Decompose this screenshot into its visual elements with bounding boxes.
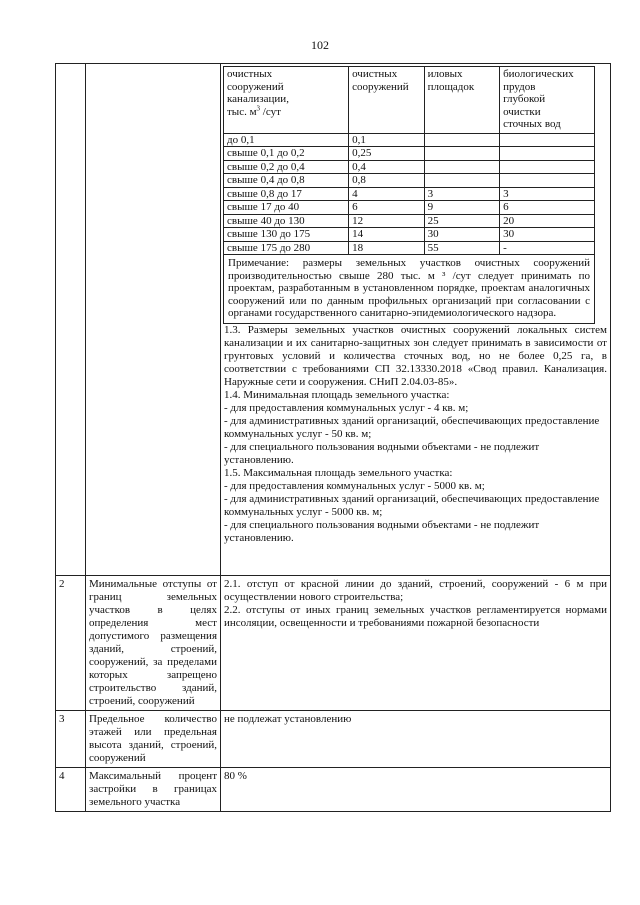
inner-table-cell: [424, 147, 499, 161]
inner-table-cell: 6: [500, 201, 595, 215]
inner-table-row: [224, 228, 595, 242]
inner-table-row: [224, 241, 595, 255]
inner-table-cell: 18: [349, 241, 424, 255]
row-content-cell: [221, 64, 611, 576]
inner-header-cell: очистных сооружений канализации, тыс. $м^3$ /сут: [224, 67, 349, 134]
inner-table-cell: -: [500, 241, 595, 255]
row-content-cell: [221, 576, 611, 711]
inner-note-row: [224, 255, 595, 324]
paragraph-line: - для административных зданий организаций, обеспечивающих предоставление коммунальных услуг - 5000 кв. м;: [224, 492, 600, 518]
paragraph-1-4-title: 1.4. Минимальная площадь земельного участка:: [224, 388, 450, 401]
inner-table-cell: свыше 130 до 175: [224, 228, 349, 242]
inner-table-cell: [424, 174, 499, 188]
inner-table-row: [224, 201, 595, 215]
inner-table-cell: [424, 133, 499, 147]
inner-table-cell: свыше 40 до 130: [224, 214, 349, 228]
inner-table-row: [224, 160, 595, 174]
paragraph-1-5-title: 1.5. Максимальная площадь земельного участка:: [224, 466, 453, 479]
paragraph-2-2: 2.2. отступы от иных границ земельных участков регламентируется нормами инсоляции, освещенности и требованиями пожарной безопасности: [224, 604, 607, 629]
inner-table-cell: 6: [349, 201, 424, 215]
inner-table-row: [224, 174, 595, 188]
inner-table-cell: 20: [500, 214, 595, 228]
row-name: Предельное количество этажей или предельная высота зданий, строений, сооружений: [86, 711, 221, 768]
paragraph-line: - для предоставления коммунальных услуг - 4 кв. м;: [224, 401, 469, 414]
inner-table-cell: 0,8: [349, 174, 424, 188]
paragraph-line: - для предоставления коммунальных услуг - 5000 кв. м;: [224, 479, 485, 492]
paragraph-line: - для административных зданий организаций, обеспечивающих предоставление коммунальных услуг - 50 кв. м;: [224, 414, 600, 440]
table-row: [56, 576, 611, 711]
inner-table-cell: [500, 160, 595, 174]
inner-table-cell: свыше 0,8 до 17: [224, 187, 349, 201]
inner-table-cell: 12: [349, 214, 424, 228]
inner-table-row: [224, 133, 595, 147]
inner-header-row: [224, 67, 595, 134]
regulations-table: [55, 63, 611, 812]
table-row: [56, 64, 611, 576]
inner-header-cell: иловых площадок: [424, 67, 499, 134]
inner-table-cell: 0,4: [349, 160, 424, 174]
inner-table-cell: свыше 0,1 до 0,2: [224, 147, 349, 161]
inner-table-cell: 3: [500, 187, 595, 201]
inner-table-cell: 55: [424, 241, 499, 255]
inner-table-cell: 4: [349, 187, 424, 201]
inner-table-cell: 30: [500, 228, 595, 242]
row-number: 3: [56, 711, 86, 768]
inner-table-cell: 30: [424, 228, 499, 242]
inner-table-cell: свыше 175 до 280: [224, 241, 349, 255]
inner-table-cell: 25: [424, 214, 499, 228]
inner-table-row: [224, 187, 595, 201]
inner-table-cell: 0,25: [349, 147, 424, 161]
inner-table-cell: 9: [424, 201, 499, 215]
sanitary-zone-table: [223, 66, 595, 324]
row-value: не подлежат установлению: [221, 711, 611, 768]
inner-header-cell: биологических прудов глубокой очистки сточных вод: [500, 67, 595, 134]
row-value: 80 %: [221, 768, 611, 812]
paragraph-line: - для специального пользования водными объектами - не подлежит установлению.: [224, 440, 540, 466]
inner-table-row: [224, 147, 595, 161]
row-number: 2: [56, 576, 86, 711]
inner-table-cell: свыше 0,2 до 0,4: [224, 160, 349, 174]
row-name: Максимальный процент застройки в границах земельного участка: [86, 768, 221, 812]
inner-header-cell: очистных сооружений: [349, 67, 424, 134]
inner-table-cell: 0,1: [349, 133, 424, 147]
row-name: Минимальные отступы от границ земельных участков в целях определения мест допустимого размещения зданий, строений, сооружений, за пределами которых запрещено строительство зданий, строений, сооружений: [86, 576, 221, 711]
row-number-cell: [56, 64, 86, 576]
table-row: [56, 711, 611, 768]
inner-table-cell: [500, 133, 595, 147]
inner-note: Примечание: размеры земельных участков очистных сооружений производительностью свыше 280 тыс. м ³ /сут следует принимать по проектам, разработанным в установленном порядке, проектам аналогичных сооружений или по данным профильных организаций при согласовании с органами государственного санитарно-эпидемиологического надзора.: [224, 255, 595, 324]
page-number: 102: [311, 38, 329, 52]
inner-table-cell: свыше 17 до 40: [224, 201, 349, 215]
inner-table-cell: до 0,1: [224, 133, 349, 147]
inner-table-cell: [500, 174, 595, 188]
paragraph-2-1: 2.1. отступ от красной линии до зданий, строений, сооружений - 6 м при осуществлении нового строительства;: [224, 578, 607, 603]
inner-table-cell: [424, 160, 499, 174]
inner-table-cell: свыше 0,4 до 0,8: [224, 174, 349, 188]
table-row: [56, 768, 611, 812]
inner-table-cell: 3: [424, 187, 499, 201]
row-number: 4: [56, 768, 86, 812]
paragraph-line: - для специального пользования водными объектами - не подлежит установлению.: [224, 518, 540, 544]
inner-table-row: [224, 214, 595, 228]
inner-table-cell: 14: [349, 228, 424, 242]
paragraph-1-3: 1.3. Размеры земельных участков очистных сооружений локальных систем канализации и их санитарно-защитных зон следует принимать в зависимости от грунтовых условий и количества сточных вод, но не более 0,25 га, в соответствии с требованиями СП 32.13330.2018 «Свод правил. Канализация. Наружные сети и сооружения. СНиП 2.04.03-85».: [224, 323, 607, 388]
row-name-cell: [86, 64, 221, 576]
inner-table-cell: [500, 147, 595, 161]
